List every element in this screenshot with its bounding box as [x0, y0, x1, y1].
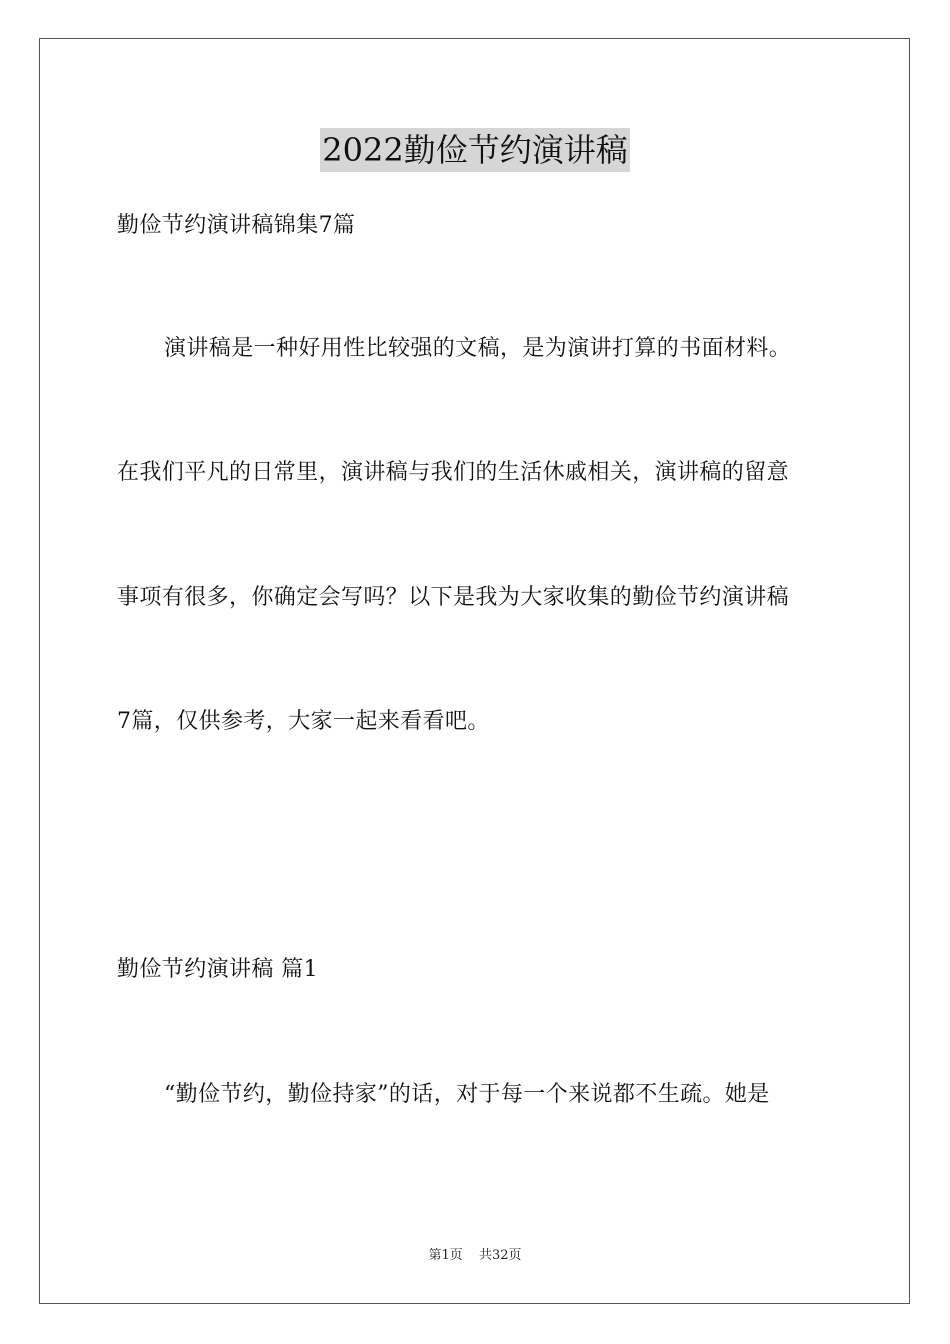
page-footer: [0, 1247, 950, 1265]
page-total: 共32页: [478, 1248, 522, 1263]
intro-line-4: 7篇，仅供参考，大家一起来看看吧。: [117, 709, 490, 734]
intro-line-3: 事项有很多，你确定会写吗？以下是我为大家收集的勤俭节约演讲稿: [117, 585, 790, 610]
intro-line-1: 演讲稿是一种好用性比较强的文稿，是为演讲打算的书面材料。: [164, 336, 792, 361]
section-heading: 勤俭节约演讲稿 篇1: [117, 957, 318, 982]
document-title-wrapper: [0, 128, 950, 178]
section-first-line: “勤俭节约，勤俭持家”的话，对于每一个来说都不生疏。她是: [164, 1082, 770, 1107]
intro-line-2: 在我们平凡的日常里，演讲稿与我们的生活休戚相关，演讲稿的留意: [117, 460, 790, 485]
page-number: 第1页: [428, 1248, 463, 1263]
document-subtitle: 勤俭节约演讲稿锦集7篇: [117, 213, 356, 238]
document-title: 2022勤俭节约演讲稿: [320, 128, 629, 172]
